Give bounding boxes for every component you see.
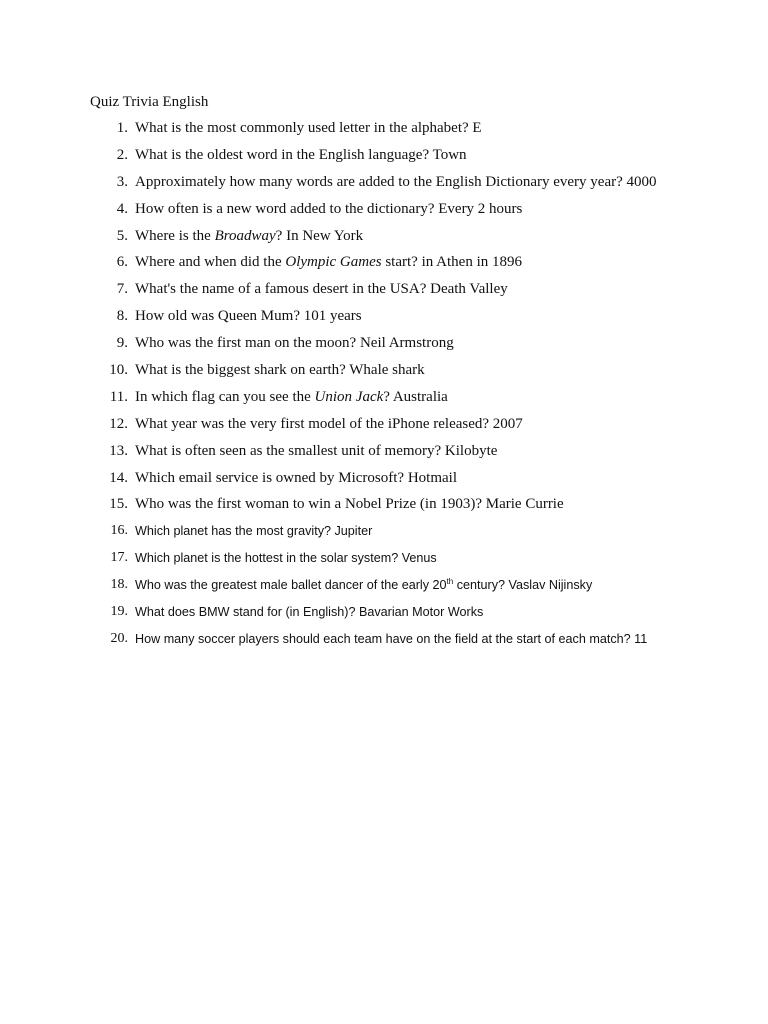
text-run: Which planet has the most gravity? Jupiter <box>135 524 373 539</box>
text-run: How old was Queen Mum? 101 years <box>135 308 362 325</box>
list-item-text <box>135 145 467 165</box>
text-run: Who was the first woman to win a Nobel Prize (in 1903)? Marie Currie <box>135 496 564 513</box>
list-item-text <box>135 306 362 326</box>
superscript-text: th <box>446 576 454 586</box>
list-item-number: 5. <box>116 227 128 244</box>
list-item-number: 20. <box>110 630 128 646</box>
list-item-number: 12. <box>109 415 128 432</box>
text-run: Who was the greatest male ballet dancer of the early 20 <box>135 578 447 593</box>
list-item <box>0 145 768 172</box>
list-item-text <box>135 199 522 219</box>
list-item <box>0 226 768 253</box>
list-item-text <box>135 414 523 434</box>
list-item <box>0 252 768 279</box>
list-item-number: 7. <box>116 281 128 298</box>
list-item-text <box>135 172 657 192</box>
list-item <box>0 575 768 602</box>
list-item-text <box>135 602 483 622</box>
italic-text: Olympic Games <box>285 254 382 271</box>
list-item <box>0 468 768 495</box>
text-run: Where is the <box>135 227 215 244</box>
list-item <box>0 548 768 575</box>
list-item-text <box>135 279 508 299</box>
list-item <box>0 521 768 548</box>
text-run: What is the oldest word in the English language? Town <box>135 146 467 163</box>
text-run: ? Australia <box>383 388 448 405</box>
text-run: What is often seen as the smallest unit of memory? Kilobyte <box>135 442 498 459</box>
list-item-number: 9. <box>116 335 128 352</box>
list-item-number: 15. <box>109 496 128 513</box>
list-item-text <box>135 226 363 246</box>
list-item <box>0 306 768 333</box>
list-item-number: 10. <box>109 362 128 379</box>
italic-text: Broadway <box>214 227 276 244</box>
list-item-number: 2. <box>116 146 128 163</box>
text-run: How often is a new word added to the dictionary? Every 2 hours <box>135 200 523 217</box>
list-item-text <box>135 118 482 138</box>
list-item-text <box>135 629 647 649</box>
text-run: ? In New York <box>275 227 364 244</box>
list-item-number: 17. <box>110 550 128 566</box>
text-run: Which email service is owned by Microsoft? Hotmail <box>135 469 457 486</box>
list-item-text <box>135 575 592 595</box>
list-item-number: 14. <box>109 469 128 486</box>
text-run: What year was the very first model of the iPhone released? 2007 <box>135 415 523 432</box>
text-run: What does BMW stand for (in English)? Bavarian Motor Works <box>135 605 484 620</box>
list-item-number: 4. <box>116 200 128 217</box>
list-item <box>0 441 768 468</box>
list-item <box>0 199 768 226</box>
list-item-text <box>135 333 454 353</box>
list-item <box>0 629 768 656</box>
list-item-text <box>135 494 564 514</box>
italic-text: Union Jack <box>314 388 384 405</box>
document-title: Quiz Trivia English <box>90 94 209 110</box>
list-item-text <box>135 387 448 407</box>
text-run: In which flag can you see the <box>135 388 315 405</box>
list-item-number: 16. <box>110 523 128 539</box>
list-item-number: 3. <box>116 173 128 190</box>
text-run: century? Vaslav Nijinsky <box>453 578 593 593</box>
list-item-number: 11. <box>109 388 128 405</box>
list-item-number: 18. <box>110 577 128 593</box>
list-item-text <box>135 360 425 380</box>
list-item-number: 6. <box>116 254 128 271</box>
question-list <box>0 118 768 656</box>
list-item-text <box>135 548 437 568</box>
list-item <box>0 279 768 306</box>
list-item-number: 1. <box>116 120 128 136</box>
list-item-text <box>135 441 497 461</box>
text-run: Where and when did the <box>135 254 286 271</box>
list-item <box>0 333 768 360</box>
list-item-text <box>135 468 457 488</box>
list-item-number: 19. <box>110 604 128 620</box>
text-run: What is the biggest shark on earth? Whale shark <box>135 362 425 379</box>
list-item-number: 13. <box>109 442 128 459</box>
list-item <box>0 118 768 145</box>
text-run: Who was the first man on the moon? Neil Armstrong <box>135 335 454 352</box>
text-run: What's the name of a famous desert in the USA? Death Valley <box>135 281 508 298</box>
list-item-number: 8. <box>116 308 128 325</box>
text-run: start? in Athen in 1896 <box>381 254 522 271</box>
list-item-text <box>135 252 522 272</box>
text-run: Approximately how many words are added to the English Dictionary every year? 4000 <box>135 173 657 190</box>
list-item <box>0 360 768 387</box>
text-run: Which planet is the hottest in the solar system? Venus <box>135 551 437 566</box>
list-item <box>0 494 768 521</box>
list-item-text <box>135 521 372 541</box>
list-item <box>0 414 768 441</box>
text-run: How many soccer players should each team have on the field at the start of each match? 11 <box>135 631 648 646</box>
text-run: What is the most commonly used letter in the alphabet? E <box>135 120 482 136</box>
list-item <box>0 172 768 199</box>
list-item <box>0 387 768 414</box>
list-item <box>0 602 768 629</box>
